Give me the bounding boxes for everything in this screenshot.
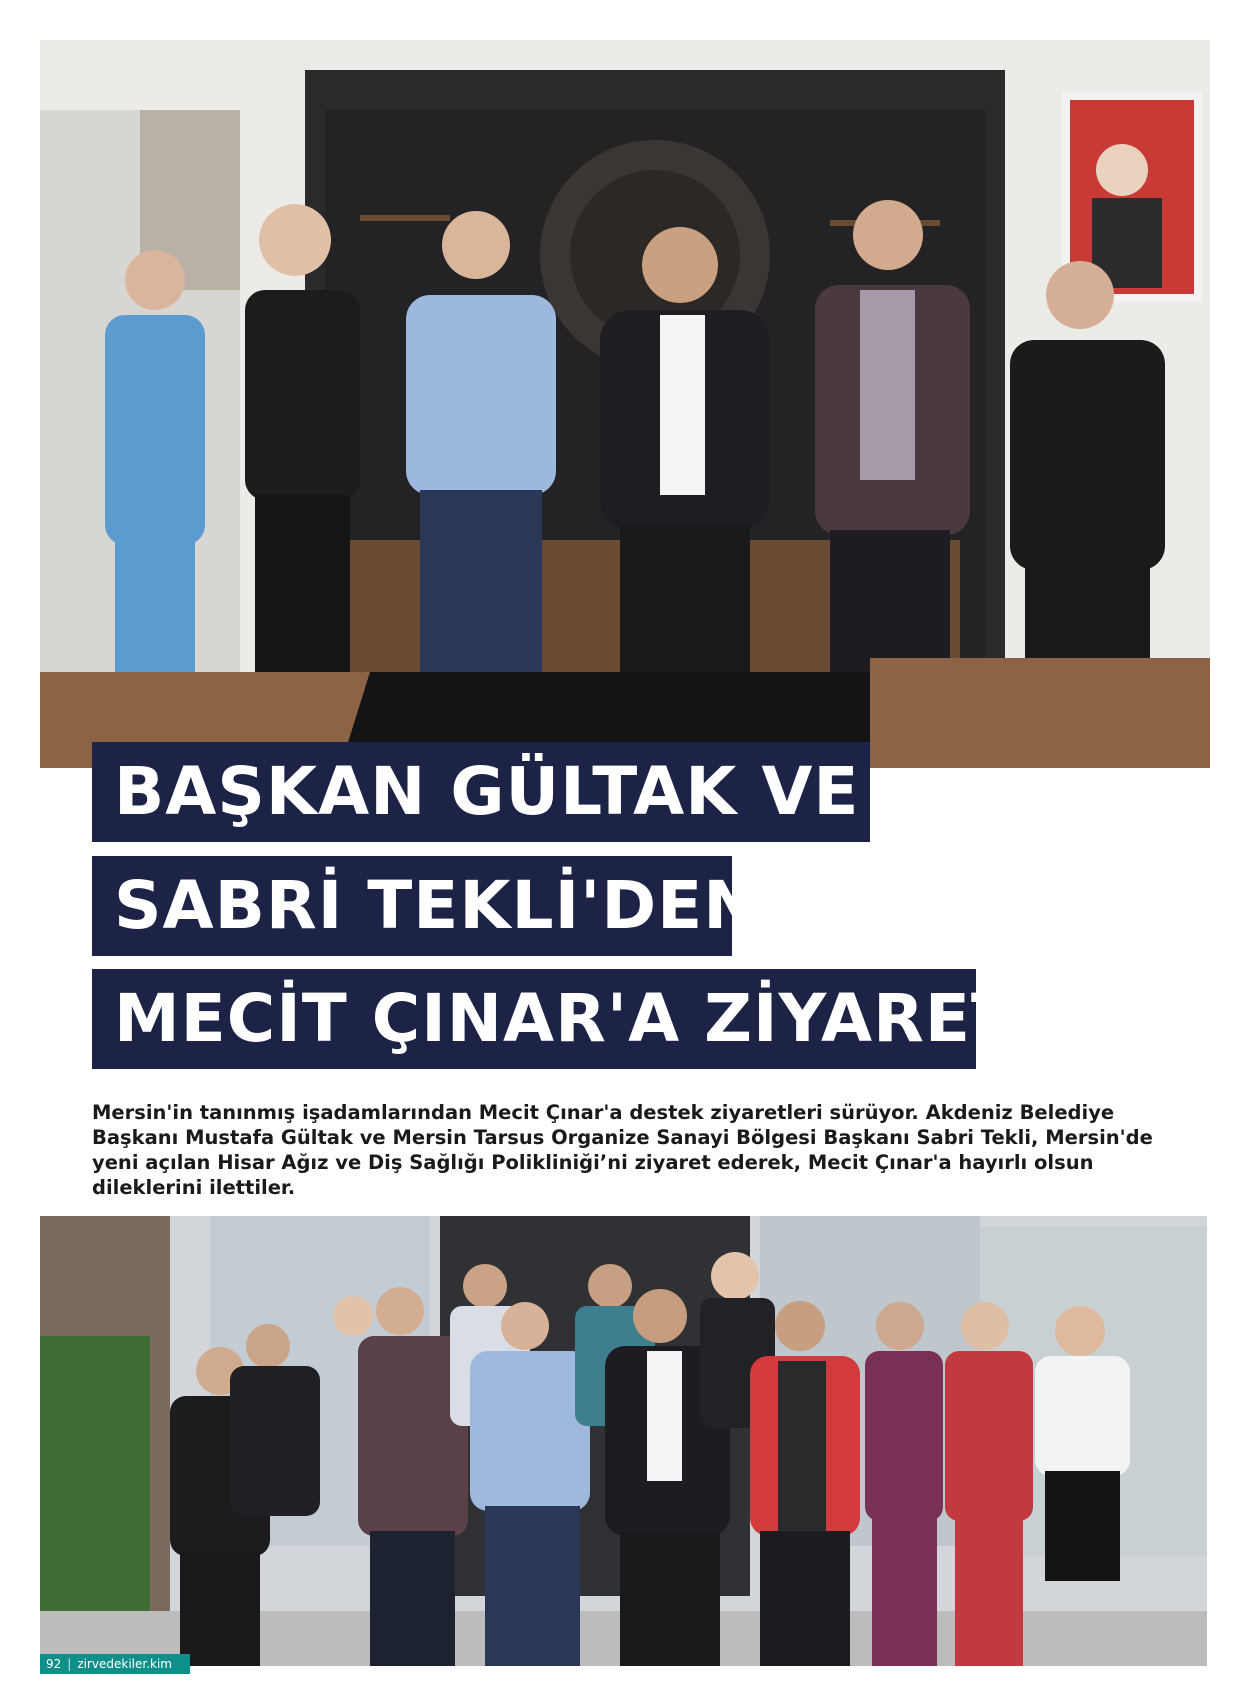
headline-line-1: BAŞKAN GÜLTAK VE (92, 742, 870, 842)
lead-paragraph: Mersin'in tanınmış işadamlarından Mecit Çınar'a destek ziyaretleri sürüyor. Akdeniz Belediye Başkanı Mustafa Gültak ve Mersin Tarsus Organize Sanayi Bölgesi Başkanı Sabri Tekli, Mersin'de yeni açılan Hisar Ağız ve Diş Sağlığı Polikliniği’ni ziyaret ederek, Mecit Çınar'a hayırlı olsun dileklerini ilettiler. (92, 1101, 1153, 1199)
bottom-group-photo (40, 1216, 1207, 1666)
headline-line-2: SABRİ TEKLİ'DEN (92, 856, 732, 956)
site-link[interactable]: zirvedekiler.kim (77, 1657, 172, 1671)
footer-separator: | (67, 1657, 72, 1671)
page-footer (40, 1654, 190, 1674)
top-group-photo (40, 40, 1210, 768)
headline-line-3: MECİT ÇINAR'A ZİYARET (92, 969, 976, 1069)
page-number: 92 (46, 1657, 62, 1671)
